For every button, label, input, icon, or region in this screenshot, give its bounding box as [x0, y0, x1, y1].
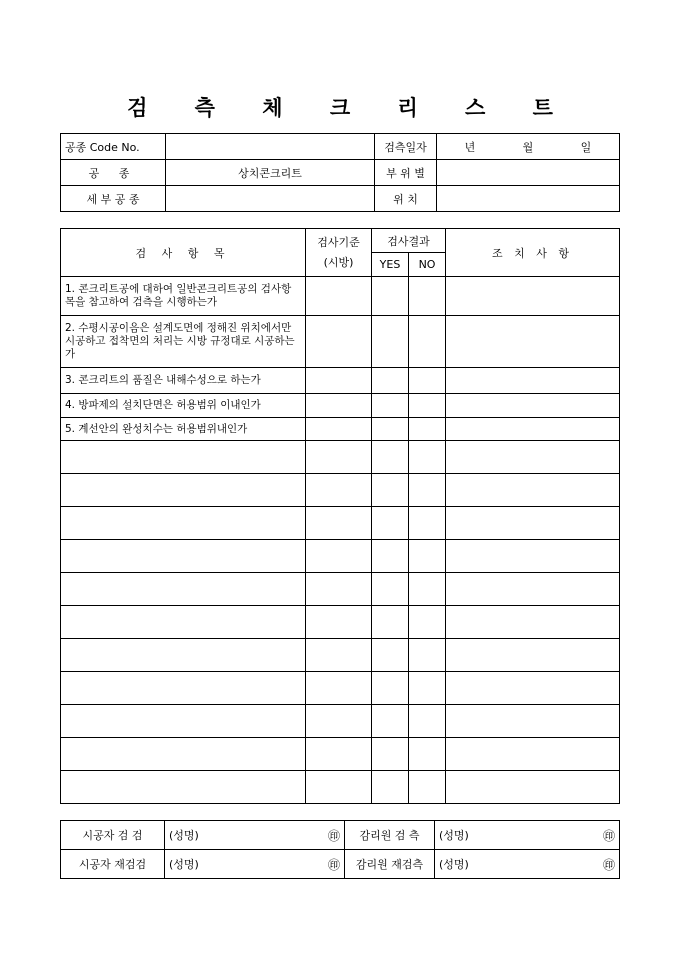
part-value[interactable]: [437, 160, 620, 186]
table-row: [61, 705, 620, 738]
table-row: [61, 441, 620, 474]
name-label: (성명): [169, 828, 199, 842]
seal-icon: ㊞: [327, 857, 340, 872]
table-row: [61, 771, 620, 804]
contractor-inspection-signature[interactable]: [165, 821, 345, 850]
table-row: [61, 606, 620, 639]
table-row: [61, 418, 620, 441]
table-row: [61, 277, 620, 316]
header-yes: YES: [372, 253, 409, 277]
header-item: 검 사 항 목: [61, 229, 306, 277]
work-type-label: 공 종: [61, 160, 166, 186]
check-item-1: 1. 콘크리트공에 대하여 일반콘크리트공의 검사항목을 참고하여 검측을 시행하는가: [61, 277, 306, 316]
table-row: [61, 738, 620, 771]
table-row: [61, 316, 620, 368]
check-item-5: 5. 계선안의 완성치수는 허용범위내인가: [61, 418, 306, 441]
header-standard-line2: (시방): [323, 255, 354, 269]
table-row: [61, 368, 620, 394]
contractor-reinspection-label: 시공자 재검검: [61, 850, 165, 879]
check-item-4: 4. 방파제의 설치단면은 허용범위 이내인가: [61, 394, 306, 418]
supervisor-inspection-signature[interactable]: [435, 821, 620, 850]
work-code-value[interactable]: [166, 134, 375, 160]
sub-work-label: 세 부 공 종: [61, 186, 166, 212]
header-standard: [306, 229, 372, 277]
table-row: [61, 394, 620, 418]
location-label: 위 치: [375, 186, 437, 212]
work-type-value[interactable]: 상치콘크리트: [166, 160, 375, 186]
work-code-label: 공종 Code No.: [61, 134, 166, 160]
header-no: NO: [409, 253, 446, 277]
supervisor-reinspection-signature[interactable]: [435, 850, 620, 879]
name-label: (성명): [169, 857, 199, 871]
inspection-date-label: 검측일자: [375, 134, 437, 160]
seal-icon: ㊞: [327, 828, 340, 843]
check-item-2: 2. 수평시공이음은 설계도면에 정해진 위치에서만 시공하고 접착면의 처리는 시방 규정대로 시공하는가: [61, 316, 306, 368]
page-title: 검 측 체 크 리 스 트: [127, 95, 573, 120]
supervisor-inspection-label: 감리원 검 측: [345, 821, 435, 850]
date-month: 월: [522, 140, 534, 154]
table-row: [61, 573, 620, 606]
name-label: (성명): [439, 828, 469, 842]
table-row: [61, 540, 620, 573]
inspection-date-value[interactable]: [437, 134, 620, 160]
table-row: [61, 639, 620, 672]
supervisor-reinspection-label: 감리원 재검측: [345, 850, 435, 879]
contractor-reinspection-signature[interactable]: [165, 850, 345, 879]
location-value[interactable]: [437, 186, 620, 212]
date-year: 년: [464, 140, 476, 154]
part-label: 부 위 별: [375, 160, 437, 186]
header-result: 검사결과: [372, 229, 446, 253]
date-day: 일: [580, 140, 592, 154]
header-standard-line1: 검사기준: [317, 235, 360, 249]
table-row: [61, 474, 620, 507]
signature-table: [60, 820, 620, 879]
table-row: [61, 672, 620, 705]
contractor-inspection-label: 시공자 검 검: [61, 821, 165, 850]
sub-work-value[interactable]: [166, 186, 375, 212]
table-row: [61, 507, 620, 540]
check-item-3: 3. 콘크리트의 품질은 내해수성으로 하는가: [61, 368, 306, 394]
name-label: (성명): [439, 857, 469, 871]
header-action: 조 치 사 항: [446, 229, 620, 277]
seal-icon: ㊞: [602, 828, 615, 843]
info-table: [60, 133, 620, 212]
checklist-table: [60, 228, 620, 804]
seal-icon: ㊞: [602, 857, 615, 872]
